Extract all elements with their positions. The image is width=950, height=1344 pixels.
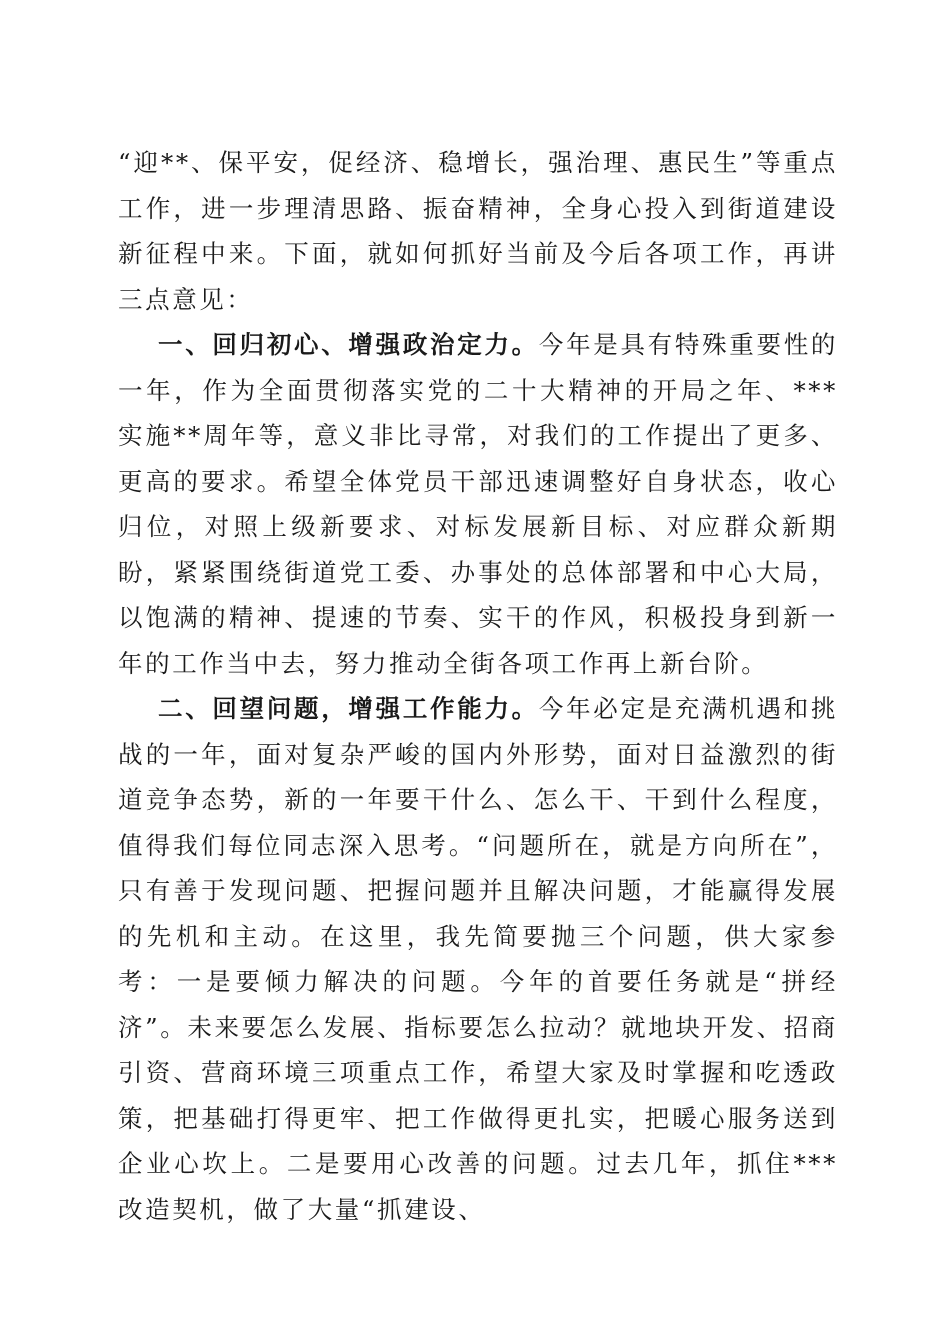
paragraph-section-two xyxy=(118,686,838,1232)
paragraph-text: “迎**、保平安，促经济、稳增长，强治理、惠民生”等重点工作，进一步理清思路、振奋精神，全身心投入到街道建设新征程中来。下面，就如何抓好当前及今后各项工作，再讲三点意见： xyxy=(118,148,838,314)
section-heading: 二、回望问题，增强工作能力。 xyxy=(158,694,539,723)
paragraph-section-one xyxy=(118,322,838,686)
paragraph-text: 今年是具有特殊重要性的一年，作为全面贯彻落实党的二十大精神的开局之年、***实施**周年等，意义非比寻常，对我们的工作提出了更多、更高的要求。希望全体党员干部迅速调整好自身状态，收心归位，对照上级新要求、对标发展新目标、对应群众新期盼，紧紧围绕街道党工委、办事处的总体部署和中心大局，以饱满的精神、提速的节奏、实干的作风，积极投身到新一年的工作当中去，努力推动全街各项工作再上新台阶。 xyxy=(118,330,838,678)
paragraph-intro xyxy=(118,140,838,322)
section-heading: 一、回归初心、增强政治定力。 xyxy=(158,330,539,359)
document-body xyxy=(118,140,838,1232)
paragraph-text: 今年必定是充满机遇和挑战的一年，面对复杂严峻的国内外形势，面对日益激烈的街道竞争态势，新的一年要干什么、怎么干、干到什么程度，值得我们每位同志深入思考。“问题所在，就是方向所在”，只有善于发现问题、把握问题并且解决问题，才能赢得发展的先机和主动。在这里，我先简要抛三个问题，供大家参考：一是要倾力解决的问题。今年的首要任务就是“拼经济”。未来要怎么发展、指标要怎么拉动？就地块开发、招商引资、营商环境三项重点工作，希望大家及时掌握和吃透政策，把基础打得更牢、把工作做得更扎实，把暖心服务送到企业心坎上。二是要用心改善的问题。过去几年，抓住***改造契机，做了大量“抓建设、 xyxy=(118,694,838,1224)
